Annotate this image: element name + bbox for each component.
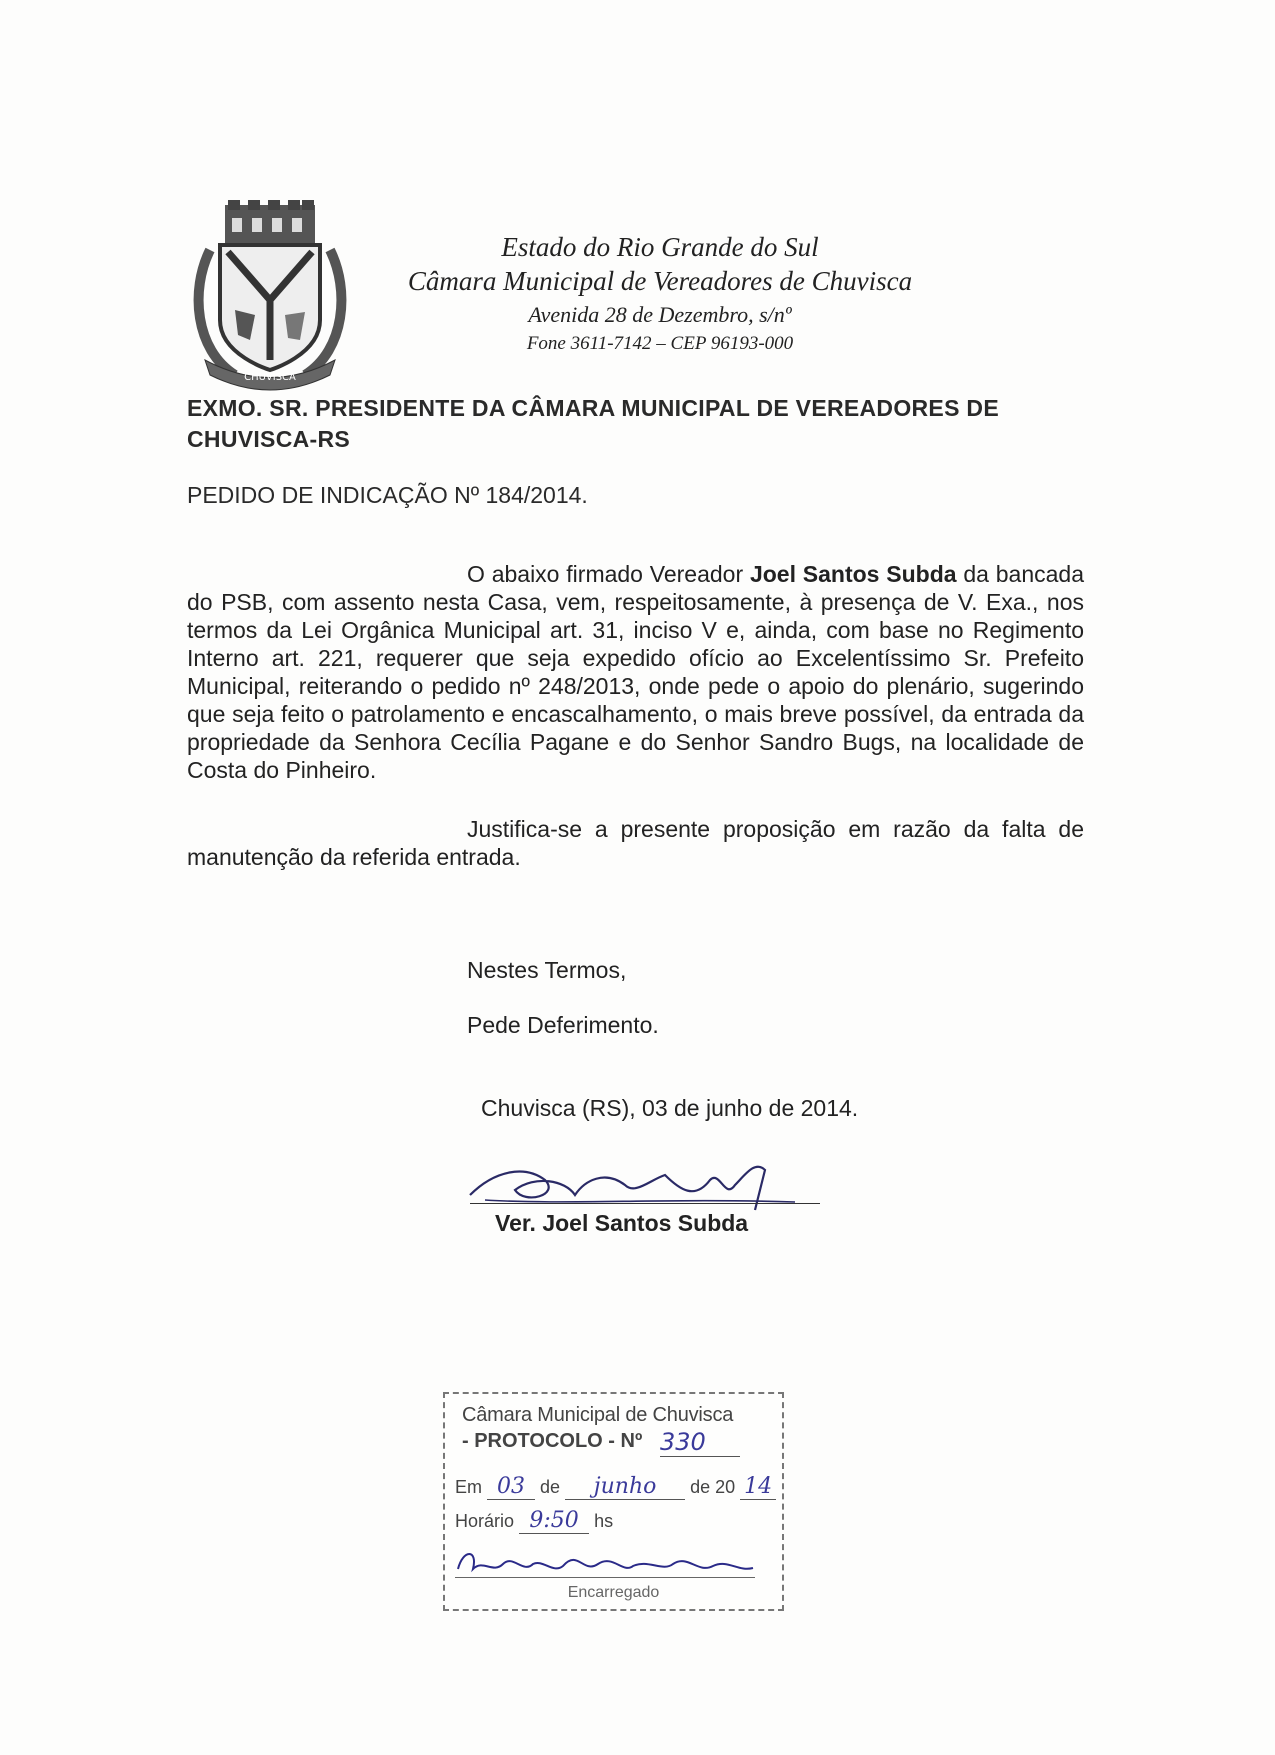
letterhead-phone: Fone 3611-7142 – CEP 96193-000 — [526, 333, 794, 354]
letterhead-address: Avenida 28 de Dezembro, s/nº — [528, 302, 792, 327]
stamp-hs-label: hs — [594, 1511, 614, 1531]
stamp-time: 9:50 — [519, 1508, 589, 1534]
body-paragraph-1 — [187, 560, 1084, 784]
stamp-protocol-label: - PROTOCOLO - Nº — [462, 1430, 643, 1452]
signer-name: Ver. Joel Santos Subda — [495, 1210, 749, 1236]
municipal-crest-icon — [190, 200, 350, 395]
stamp-responsible-line — [455, 1577, 755, 1578]
paragraph-rest: da bancada do PSB, com assento nesta Casa, vem, respeitosamente, à presença de V. Exa., nos termos da Lei Orgânica Municipal art. 31, inciso V e, ainda, com base no Regimento Interno art. 221, requerer que seja expedido ofício ao Excelentíssimo Sr. Prefeito Municipal, reiterando o pedido nº 248/2013, onde pede o apoio do plenário, sugerindo que seja feito o patrolamento e encascalhamento, o mais breve possível, da entrada da propriedade da Senhora Cecília Pagane e do Senhor Sandro Bugs, na localidade de Costa do Pinheiro. — [187, 561, 1084, 783]
stamp-responsible-signature — [453, 1544, 763, 1584]
body-paragraph-2: Justifica-se a presente proposição em razão da falta de manutenção da referida entrada. — [187, 816, 1084, 870]
crest-banner-text: CHUVISCA — [244, 372, 296, 383]
closing-request: Pede Deferimento. — [467, 1012, 659, 1038]
stamp-day: 03 — [487, 1474, 535, 1500]
councillor-name: Joel Santos Subda — [749, 561, 957, 587]
stamp-month: junho — [565, 1474, 685, 1500]
stamp-time-row — [455, 1508, 613, 1534]
signature-line — [470, 1203, 820, 1204]
letterhead — [360, 230, 960, 358]
stamp-de-label: de — [540, 1477, 561, 1497]
request-title: PEDIDO DE INDICAÇÃO Nº 184/2014. — [187, 482, 588, 508]
letterhead-chamber: Câmara Municipal de Vereadores de Chuvisca — [407, 266, 913, 296]
stamp-protocol-number: 330 — [660, 1428, 740, 1457]
stamp-date-row — [455, 1474, 776, 1500]
closing-terms: Nestes Termos, — [467, 957, 627, 983]
letterhead-state: Estado do Rio Grande do Sul — [501, 232, 819, 262]
addressee: EXMO. SR. PRESIDENTE DA CÂMARA MUNICIPAL DE VEREADORES DE CHUVISCA-RS — [187, 395, 999, 452]
paragraph-intro: O abaixo firmado Vereador — [467, 561, 750, 587]
place-date: Chuvisca (RS), 03 de junho de 2014. — [481, 1095, 859, 1121]
protocol-stamp — [443, 1392, 784, 1611]
stamp-year: 14 — [740, 1474, 776, 1500]
stamp-em-label: Em — [455, 1477, 482, 1497]
stamp-title: Câmara Municipal de Chuvisca — [462, 1404, 734, 1426]
stamp-horario-label: Horário — [455, 1511, 515, 1531]
stamp-de20-label: de 20 — [690, 1477, 736, 1497]
stamp-encarregado-label: Encarregado — [567, 1584, 660, 1601]
